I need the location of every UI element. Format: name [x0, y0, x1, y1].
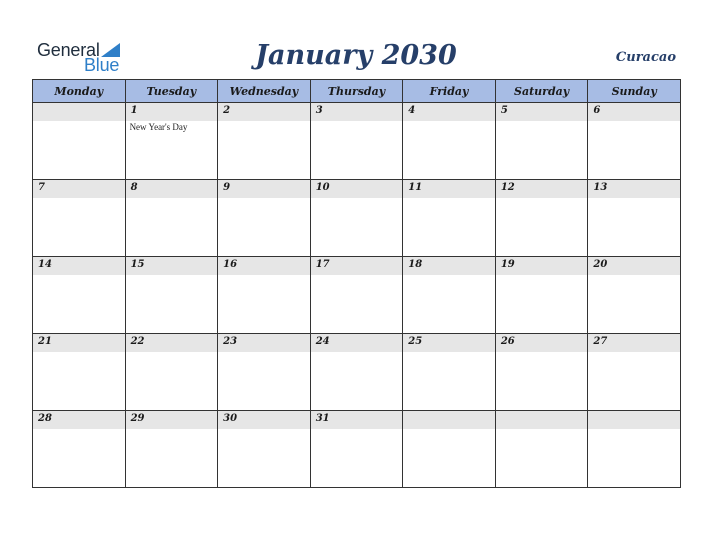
day-cell: [495, 257, 588, 334]
day-number: 20: [593, 259, 608, 270]
day-number: 22: [130, 336, 145, 347]
day-number: 4: [408, 105, 416, 116]
day-number: 5: [500, 105, 508, 116]
day-cell: [495, 180, 588, 257]
day-cell: [310, 334, 403, 411]
day-number: 9: [223, 182, 231, 193]
week-row: [33, 103, 681, 180]
day-cell: [33, 411, 126, 488]
weekday-header: Friday: [403, 80, 496, 103]
day-number: 18: [408, 259, 423, 270]
day-cell: [588, 103, 681, 180]
day-cell: [403, 103, 496, 180]
weekday-header: Sunday: [588, 80, 681, 103]
day-number: 14: [38, 259, 52, 270]
day-number: 15: [130, 259, 145, 270]
day-number: 29: [130, 413, 145, 424]
day-number: 26: [500, 336, 515, 347]
day-number: 16: [223, 259, 238, 270]
day-number: 23: [223, 336, 238, 347]
day-cell: [588, 257, 681, 334]
week-row: [33, 411, 681, 488]
day-cell: [125, 334, 218, 411]
day-number: 8: [130, 182, 138, 193]
week-row: [33, 334, 681, 411]
day-cell: [218, 411, 311, 488]
day-number: 19: [500, 259, 515, 270]
weekday-header: Thursday: [310, 80, 403, 103]
day-cell: [310, 411, 403, 488]
day-cell: [588, 180, 681, 257]
day-cell: [403, 257, 496, 334]
calendar-grid: [32, 79, 681, 488]
week-row: [33, 180, 681, 257]
day-cell: [33, 257, 126, 334]
day-cell: [218, 103, 311, 180]
weekday-header-row: [33, 80, 681, 103]
day-cell: [403, 334, 496, 411]
day-number: 2: [223, 105, 231, 116]
day-cell: [33, 180, 126, 257]
day-number: 30: [223, 413, 238, 424]
logo-word-blue: Blue: [84, 55, 120, 75]
day-cell: [33, 103, 126, 180]
day-number: 3: [315, 105, 323, 116]
day-cell: [588, 411, 681, 488]
weekday-header: Wednesday: [218, 80, 311, 103]
day-cell: [33, 334, 126, 411]
day-number: 10: [315, 182, 330, 193]
day-cell: [125, 411, 218, 488]
weekday-header: Tuesday: [125, 80, 218, 103]
day-number: 7: [38, 182, 45, 193]
day-cell: [403, 180, 496, 257]
day-number: 24: [315, 336, 330, 347]
country-label: Curacao: [615, 50, 676, 65]
day-cell: [218, 180, 311, 257]
day-number: 17: [315, 259, 330, 270]
day-cell: [310, 103, 403, 180]
day-cell: [218, 334, 311, 411]
day-number: 28: [38, 413, 52, 424]
day-number: 31: [315, 413, 330, 424]
weekday-header: Saturday: [495, 80, 588, 103]
day-number: 11: [408, 182, 423, 193]
day-cell: [310, 180, 403, 257]
day-cell: [495, 411, 588, 488]
day-cell: [588, 334, 681, 411]
day-number: 25: [408, 336, 423, 347]
day-number: 1: [130, 105, 138, 116]
holiday-label: New Year's Day: [129, 122, 188, 132]
day-number: 12: [500, 182, 515, 193]
day-cell: [218, 257, 311, 334]
week-row: [33, 257, 681, 334]
day-cell: [403, 411, 496, 488]
day-number: 13: [593, 182, 608, 193]
day-cell: [125, 257, 218, 334]
calendar-title: January 2030: [255, 40, 457, 71]
day-number: 27: [593, 336, 608, 347]
day-cell: [495, 334, 588, 411]
logo-word-general: General: [37, 40, 100, 60]
day-number: 21: [38, 336, 52, 347]
day-cell: [125, 180, 218, 257]
day-number: 6: [593, 105, 601, 116]
day-cell: [495, 103, 588, 180]
weekday-header: Monday: [33, 80, 126, 103]
day-cell: [310, 257, 403, 334]
day-cell: [125, 103, 218, 180]
